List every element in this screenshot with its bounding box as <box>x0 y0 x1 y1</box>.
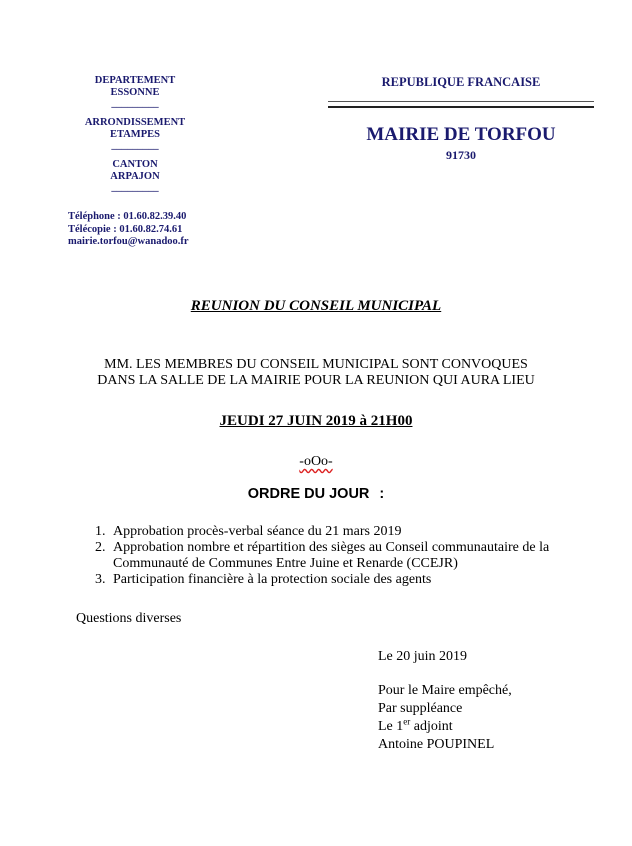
departement-name: ESSONNE <box>110 87 160 98</box>
signature-rank-suffix: adjoint <box>410 719 453 734</box>
meeting-title: REUNION DU CONSEIL MUNICIPAL <box>190 298 442 314</box>
ornament <box>0 454 632 470</box>
agenda-item-text: Participation financière à la protection sociale des agents <box>113 572 432 587</box>
email: mairie.torfou@wanadoo.fr <box>68 236 189 247</box>
signature-rank-prefix: Le 1 <box>378 719 404 734</box>
agenda-item-text: Approbation nombre et répartition des sièges au Conseil communautaire de la Communauté de Communes Entre Juine et Renarde (CCEJR) <box>113 540 550 571</box>
convocation-line: DANS LA SALLE DE LA MAIRIE POUR LA REUNION QUI AURA LIEU <box>97 373 535 388</box>
signatory-name: Antoine POUPINEL <box>378 737 495 752</box>
agenda-item-number: 1. <box>95 524 106 539</box>
administrative-header <box>60 75 210 195</box>
signature-date: Le 20 juin 2019 <box>378 649 468 664</box>
agenda-item <box>95 524 573 540</box>
signature-line: Pour le Maire empêché, <box>378 683 512 698</box>
mairie-title: MAIRIE DE TORFOU <box>366 124 556 145</box>
separator: _________ <box>111 98 159 109</box>
signature-line: Par suppléance <box>378 701 463 716</box>
meeting-date: JEUDI 27 JUIN 2019 à 21H00 <box>219 413 413 429</box>
telecopie: Télécopie : 01.60.82.74.61 <box>68 223 183 235</box>
agenda-list <box>95 524 573 588</box>
agenda-item <box>95 540 573 572</box>
agenda-item-number: 3. <box>95 572 106 587</box>
separator: _________ <box>111 140 159 151</box>
questions-diverses: Questions diverses <box>76 611 182 626</box>
convocation-text <box>0 357 632 389</box>
signature-block <box>378 648 512 754</box>
double-rule-divider <box>328 101 594 108</box>
agenda-title-text: ORDRE DU JOUR <box>247 486 370 502</box>
postal-code: 91730 <box>446 148 476 162</box>
canton-name: ARPAJON <box>110 171 160 182</box>
convocation-line: MM. LES MEMBRES DU CONSEIL MUNICIPAL SONT CONVOQUES <box>104 357 528 372</box>
agenda-title-colon: : <box>379 486 385 502</box>
canton-label: CANTON <box>112 159 158 170</box>
agenda-title <box>0 486 632 502</box>
departement-label: DEPARTEMENT <box>94 75 176 86</box>
telephone: Téléphone : 01.60.82.39.40 <box>68 211 187 222</box>
arrondissement-label: ARRONDISSEMENT <box>84 117 186 128</box>
republic-title: REPUBLIQUE FRANCAISE <box>381 75 541 89</box>
separator: _________ <box>111 182 159 193</box>
arrondissement-name: ETAMPES <box>110 129 160 140</box>
signature-line <box>378 718 512 736</box>
agenda-item-text: Approbation procès-verbal séance du 21 mars 2019 <box>113 524 402 539</box>
ornament-text: -oOo- <box>299 454 333 469</box>
contact-block <box>68 211 189 249</box>
agenda-item-number: 2. <box>95 540 106 555</box>
agenda-item <box>95 572 573 588</box>
signature-rank-sup: er <box>403 716 411 727</box>
